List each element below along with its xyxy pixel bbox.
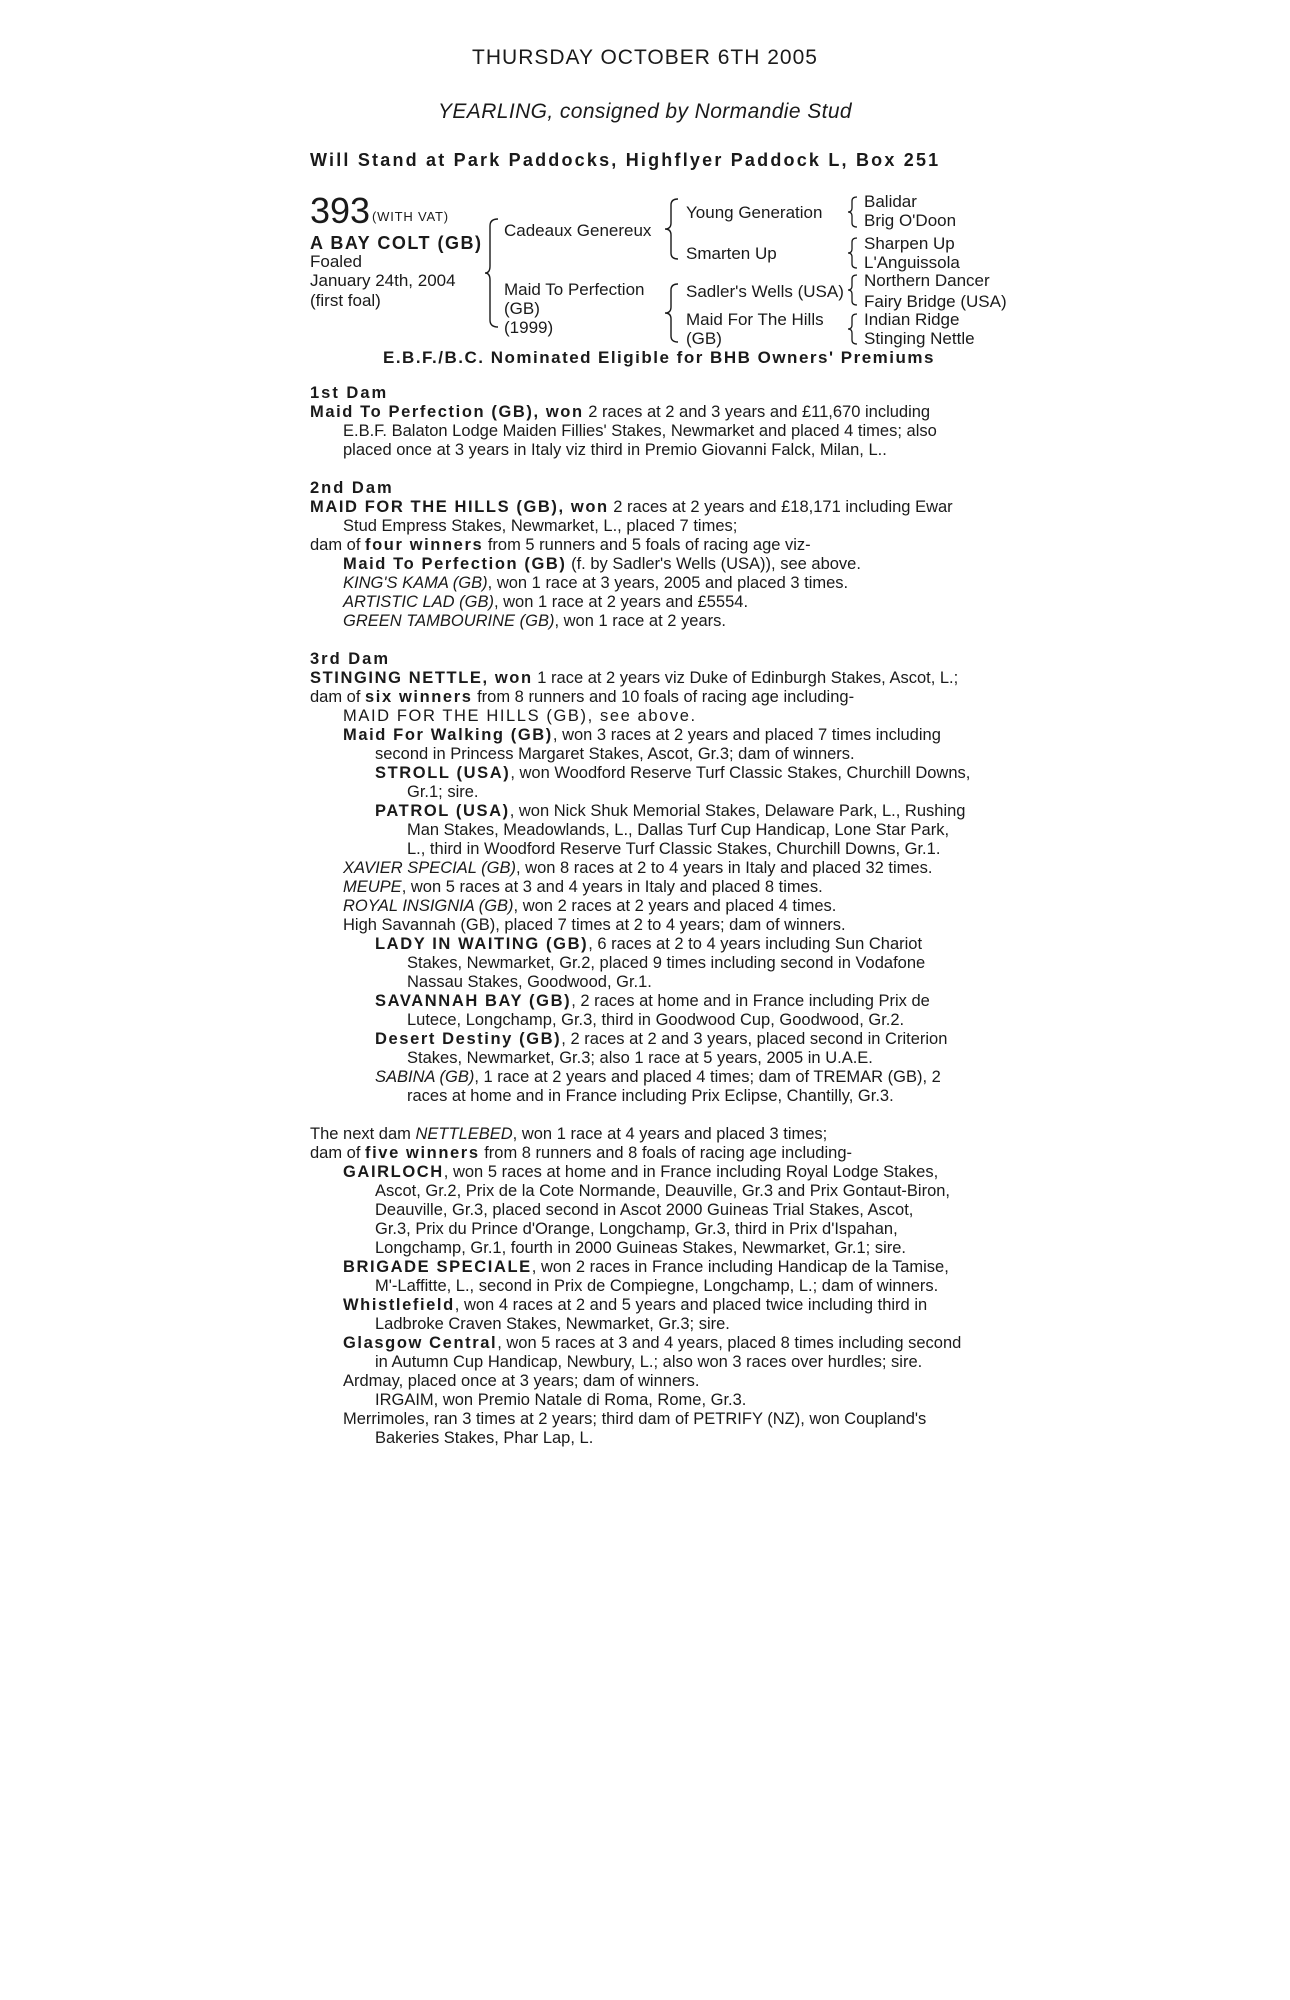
progeny-line: M'-Laffitte, L., second in Prix de Compiegne, Longchamp, L.; dam of winners. (375, 1277, 939, 1295)
first-dam-line: placed once at 3 years in Italy viz third in Premio Giovanni Falck, Milan, L.. (343, 441, 887, 459)
foaled-date: January 24th, 2004 (310, 271, 456, 290)
progeny-line: Maid To Perfection (GB) (f. by Sadler's Wells (USA)), see above. (343, 555, 861, 573)
first-dam-heading: 1st Dam (310, 384, 389, 402)
pedigree-brace-gg2 (847, 237, 859, 269)
progeny-line: Longchamp, Gr.1, fourth in 2000 Guineas Stakes, Newmarket, Gr.1; sire. (375, 1239, 907, 1257)
progeny-line: Gr.3, Prix du Prince d'Orange, Longchamp, Gr.3, third in Prix d'Ispahan, (375, 1220, 898, 1238)
next-dam-line: dam of five winners from 8 runners and 8 foals of racing age including- (310, 1144, 852, 1162)
pedigree-brace-sire (664, 198, 680, 260)
progeny-line: XAVIER SPECIAL (GB), won 8 races at 2 to 4 years in Italy and placed 32 times. (343, 859, 933, 877)
progeny-line: Ardmay, placed once at 3 years; dam of winners. (343, 1372, 700, 1390)
sire-dam: Smarten Up (686, 244, 777, 263)
first-foal-note: (first foal) (310, 291, 381, 310)
first-dam-line: E.B.F. Balaton Lodge Maiden Fillies' Stakes, Newmarket and placed 4 times; also (343, 422, 937, 440)
progeny-line: in Autumn Cup Handicap, Newbury, L.; also won 3 races over hurdles; sire. (375, 1353, 923, 1371)
lot-number: 393 (310, 190, 371, 231)
ebf-nomination: E.B.F./B.C. Nominated (383, 348, 593, 367)
progeny-line: Ascot, Gr.2, Prix de la Cote Normande, Deauville, Gr.3 and Prix Gontaut-Biron, (375, 1182, 951, 1200)
dam-origin: (GB) (504, 299, 540, 318)
stand-location: Will Stand at Park Paddocks, Highflyer Paddock L, Box 251 (310, 150, 941, 170)
progeny-line: SAVANNAH BAY (GB), 2 races at home and in France including Prix de (375, 992, 930, 1010)
progeny-line: Stakes, Newmarket, Gr.3; also 1 race at 5 years, 2005 in U.A.E. (407, 1049, 873, 1067)
progeny-line: LADY IN WAITING (GB), 6 races at 2 to 4 years including Sun Chariot (375, 935, 923, 953)
first-dam-line: Maid To Perfection (GB), won 2 races at 2 and 3 years and £11,670 including (310, 403, 931, 421)
sale-date: THURSDAY OCTOBER 6TH 2005 (472, 46, 818, 69)
gg-northern-dancer: Northern Dancer (864, 271, 990, 290)
lot-description: A BAY COLT (GB) (310, 233, 483, 253)
dam-name: Maid To Perfection (504, 280, 645, 299)
pedigree-brace-dam (664, 283, 680, 343)
gg-fairy-bridge: Fairy Bridge (USA) (864, 292, 1007, 311)
progeny-line: GREEN TAMBOURINE (GB), won 1 race at 2 years. (343, 612, 726, 630)
progeny-line: Maid For Walking (GB), won 3 races at 2 years and placed 7 times including (343, 726, 941, 744)
foaled-label: Foaled (310, 252, 362, 271)
progeny-line: IRGAIM, won Premio Natale di Roma, Rome, Gr.3. (375, 1391, 747, 1409)
third-dam-line: dam of six winners from 8 runners and 10 foals of racing age including- (310, 688, 855, 706)
progeny-line: STROLL (USA), won Woodford Reserve Turf Classic Stakes, Churchill Downs, (375, 764, 971, 782)
dam-sire: Sadler's Wells (USA) (686, 282, 844, 301)
second-dam-line: dam of four winners from 5 runners and 5 foals of racing age viz- (310, 536, 811, 554)
progeny-line: Ladbroke Craven Stakes, Newmarket, Gr.3; sire. (375, 1315, 730, 1333)
progeny-line: ROYAL INSIGNIA (GB), won 2 races at 2 years and placed 4 times. (343, 897, 837, 915)
pedigree-brace-main (484, 218, 500, 328)
progeny-line: Lutece, Longchamp, Gr.3, third in Goodwood Cup, Goodwood, Gr.2. (407, 1011, 905, 1029)
progeny-line: High Savannah (GB), placed 7 times at 2 to 4 years; dam of winners. (343, 916, 846, 934)
progeny-line: ARTISTIC LAD (GB), won 1 race at 2 years and £5554. (343, 593, 749, 611)
progeny-line: PATROL (USA), won Nick Shuk Memorial Stakes, Delaware Park, L., Rushing (375, 802, 966, 820)
progeny-line: Stakes, Newmarket, Gr.2, placed 9 times including second in Vodafone (407, 954, 926, 972)
progeny-line: Gr.1; sire. (407, 783, 479, 801)
progeny-line: Nassau Stakes, Goodwood, Gr.1. (407, 973, 652, 991)
progeny-line: Whistlefield, won 4 races at 2 and 5 years and placed twice including third in (343, 1296, 928, 1314)
progeny-line: Glasgow Central, won 5 races at 3 and 4 years, placed 8 times including second (343, 1334, 962, 1352)
pedigree-brace-gg1 (847, 196, 859, 228)
second-dam-line: MAID FOR THE HILLS (GB), won 2 races at 2 years and £18,171 including Ewar (310, 498, 953, 516)
third-dam-heading: 3rd Dam (310, 650, 391, 668)
progeny-line: MEUPE, won 5 races at 3 and 4 years in Italy and placed 8 times. (343, 878, 823, 896)
progeny-line: Bakeries Stakes, Phar Lap, L. (375, 1429, 594, 1447)
progeny-line: SABINA (GB), 1 race at 2 years and placed 4 times; dam of TREMAR (GB), 2 (375, 1068, 941, 1086)
pedigree-brace-gg3 (847, 274, 859, 306)
progeny-line: Merrimoles, ran 3 times at 2 years; third dam of PETRIFY (NZ), won Coupland's (343, 1410, 927, 1428)
gg-sharpen-up: Sharpen Up (864, 234, 955, 253)
progeny-line: BRIGADE SPECIALE, won 2 races in France including Handicap de la Tamise, (343, 1258, 949, 1276)
bhb-eligibility: Eligible for BHB Owners' Premiums (598, 348, 935, 367)
sire-sire: Young Generation (686, 203, 823, 222)
consignor-line: YEARLING, consigned by Normandie Stud (437, 100, 852, 123)
progeny-line: MAID FOR THE HILLS (GB), see above. (343, 707, 697, 725)
dam-name-bold: Maid To Perfection (GB), won (310, 403, 584, 421)
next-dam-line: The next dam NETTLEBED, won 1 race at 4 years and placed 3 times; (310, 1125, 828, 1143)
pedigree-brace-gg4 (847, 313, 859, 345)
progeny-line: Man Stakes, Meadowlands, L., Dallas Turf Cup Handicap, Lone Star Park, (407, 821, 950, 839)
gg-stinging-nettle: Stinging Nettle (864, 329, 975, 348)
progeny-line: Deauville, Gr.3, placed second in Ascot 2000 Guineas Trial Stakes, Ascot, (375, 1201, 914, 1219)
gg-balidar: Balidar (864, 192, 917, 211)
second-dam-heading: 2nd Dam (310, 479, 394, 497)
progeny-line: L., third in Woodford Reserve Turf Classic Stakes, Churchill Downs, Gr.1. (407, 840, 941, 858)
sire-name: Cadeaux Genereux (504, 221, 652, 240)
pedigree-notes (310, 384, 990, 1448)
vat-note: (WITH VAT) (372, 209, 449, 224)
dam-year: (1999) (504, 318, 554, 337)
progeny-line: second in Princess Margaret Stakes, Ascot, Gr.3; dam of winners. (375, 745, 855, 763)
dam-dam: Maid For The Hills (686, 310, 824, 329)
gg-indian-ridge: Indian Ridge (864, 310, 960, 329)
gg-languissola: L'Anguissola (864, 253, 960, 272)
gg-brig-odoon: Brig O'Doon (864, 211, 957, 230)
progeny-line: races at home and in France including Prix Eclipse, Chantilly, Gr.3. (407, 1087, 894, 1105)
progeny-line: GAIRLOCH, won 5 races at home and in France including Royal Lodge Stakes, (343, 1163, 939, 1181)
dam-dam-origin: (GB) (686, 329, 722, 348)
third-dam-line: STINGING NETTLE, won 1 race at 2 years viz Duke of Edinburgh Stakes, Ascot, L.; (310, 669, 959, 687)
progeny-line: Desert Destiny (GB), 2 races at 2 and 3 years, placed second in Criterion (375, 1030, 948, 1048)
progeny-line: KING'S KAMA (GB), won 1 race at 3 years, 2005 and placed 3 times. (343, 574, 849, 592)
second-dam-line: Stud Empress Stakes, Newmarket, L., placed 7 times; (343, 517, 738, 535)
